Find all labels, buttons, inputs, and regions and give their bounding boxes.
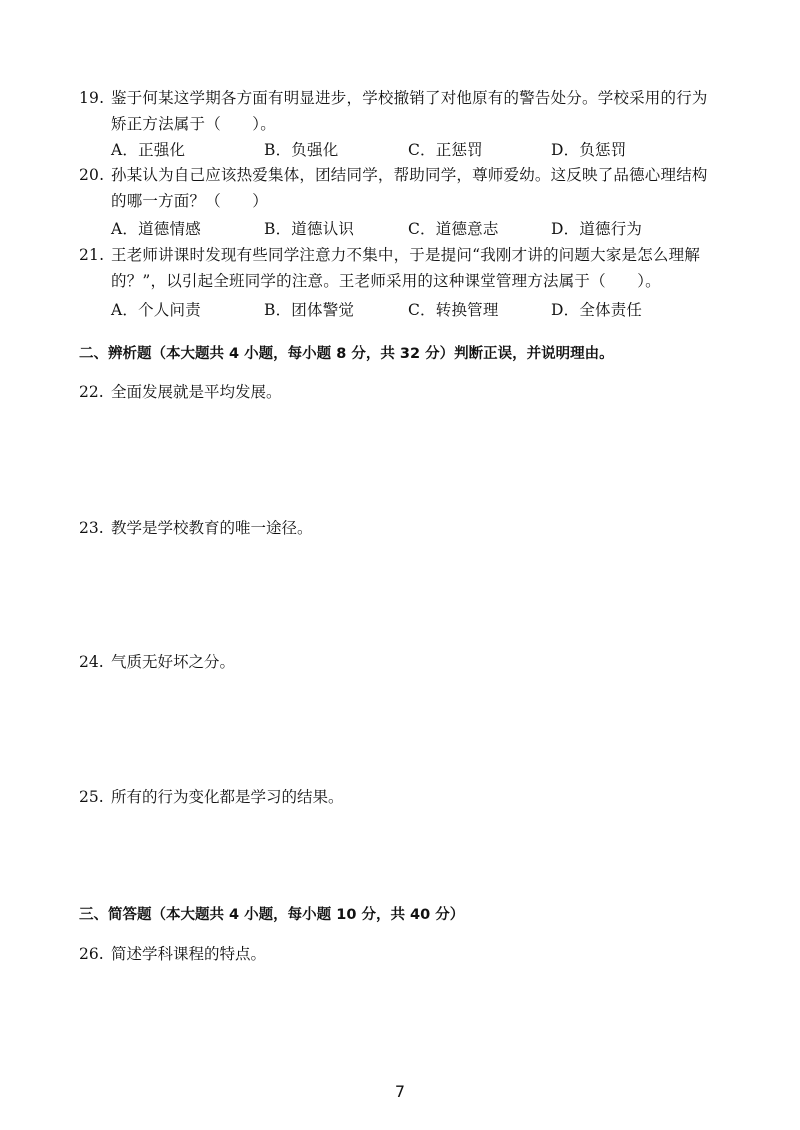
question-23	[79, 516, 313, 538]
option-d: D．道德行为	[551, 220, 643, 238]
section-heading-short-answer: 三、简答题（本大题共 4 小题，每小题 10 分，共 40 分）	[79, 907, 465, 923]
question-text-line1: 王老师讲课时发现有些同学注意力不集中，于是提问“我刚才讲的问题大家是怎么理解	[111, 246, 701, 264]
section-heading-analysis: 二、辨析题（本大题共 4 小题，每小题 8 分，共 32 分）判断正误，并说明理由。	[79, 346, 614, 362]
question-number: 26.	[79, 945, 104, 963]
question-text-line2: 的哪一方面？（ ）	[111, 192, 269, 210]
question-19	[79, 86, 708, 159]
option-b: B．团体警觉	[264, 301, 355, 319]
question-text: 气质无好坏之分。	[111, 653, 236, 671]
question-number: 20.	[79, 166, 105, 184]
question-22	[79, 380, 282, 402]
options-row	[111, 138, 711, 162]
option-c: C．正惩罚	[408, 141, 483, 159]
question-text: 所有的行为变化都是学习的结果。	[111, 788, 344, 806]
option-b: B．道德认识	[264, 220, 355, 238]
question-number: 21.	[79, 246, 105, 264]
option-c: C．道德意志	[408, 220, 499, 238]
question-text-line2: 矫正方法属于（ ）。	[111, 115, 276, 133]
option-d: D．负惩罚	[551, 141, 627, 159]
option-a: A．个人问责	[111, 301, 201, 319]
option-a: A．正强化	[111, 141, 186, 159]
question-text-line1: 鉴于何某这学期各方面有明显进步，学校撤销了对他原有的警告处分。学校采用的行为	[111, 89, 708, 107]
option-d: D．全体责任	[551, 301, 643, 319]
question-number: 25.	[79, 788, 104, 806]
question-text: 全面发展就是平均发展。	[111, 383, 282, 401]
options-row	[111, 298, 711, 322]
option-c: C．转换管理	[408, 301, 499, 319]
question-26	[79, 942, 266, 964]
question-text: 教学是学校教育的唯一途径。	[111, 519, 313, 537]
question-24	[79, 650, 235, 672]
options-row	[111, 217, 711, 241]
option-b: B．负强化	[264, 141, 339, 159]
question-number: 23.	[79, 519, 104, 537]
option-a: A．道德情感	[111, 220, 201, 238]
question-number: 24.	[79, 653, 104, 671]
question-text: 简述学科课程的特点。	[111, 945, 267, 963]
question-20	[79, 163, 708, 238]
question-number: 19.	[79, 89, 105, 107]
page-number: 7	[394, 1082, 406, 1101]
question-number: 22.	[79, 383, 104, 401]
question-25	[79, 785, 344, 807]
question-21	[79, 243, 701, 319]
question-text-line2: 的？”，以引起全班同学的注意。王老师采用的这种课堂管理方法属于（ ）。	[111, 272, 661, 290]
question-text-line1: 孙某认为自己应该热爱集体，团结同学，帮助同学，尊师爱幼。这反映了品德心理结构	[111, 166, 708, 184]
